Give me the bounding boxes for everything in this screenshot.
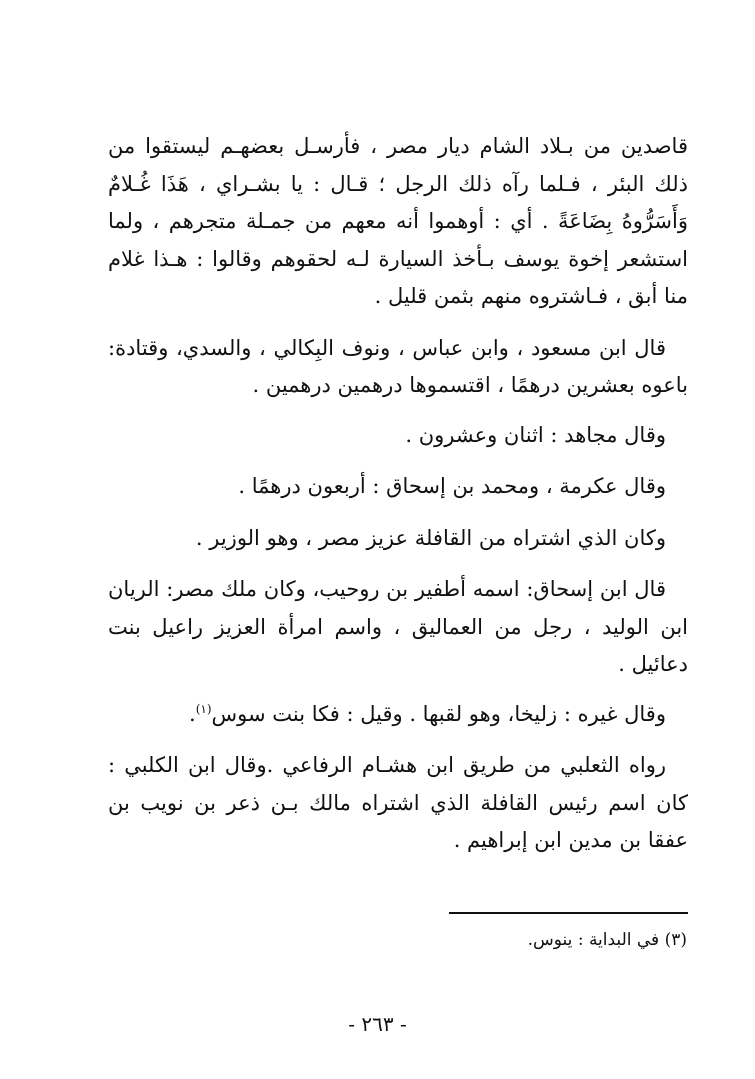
paragraph-5: وكان الذي اشتراه من القافلة عزيز مصر ، وهو الوزير . [195,525,666,550]
paragraph-6: قال ابن إسحاق: اسمه أطفير بن روحيب، وكان ملك مصر: الريان ابن الوليد ، رجل من العماليق ، واسم امرأة العزيز راعيل بنت دعائيل . [108,577,688,676]
paragraph-4: وقال عكرمة ، ومحمد بن إسحاق : أربعون درهمًا . [238,474,666,498]
paragraph-7-end: . [189,701,196,726]
paragraph-3: وقال مجاهد : اثنان وعشرون . [405,422,666,447]
paragraph-1: قاصدين من بـلاد الشام ديار مصر ، فأرسـل بعضهـم ليستقوا من ذلك البئر ، فـلما رآه ذلك الرجل ؛ قـال : يا بشـراي ، هَذَا غُـلامٌ وَأَسَرُّوهُ بِضَاعَةً . أي : أوهموا أنه معهم من جمـلة متجرهم ، ولما استشعر إخوة يوسف بـأخذ السيارة لـه لحقوهم وقالوا : هـذا غلام منا أبق ، فـاشتروه منهم بثمن قليل . [108,134,688,308]
paragraph-7-text: وقال غيره : زليخا، وهو لقبها . وقيل : فكا بنت سوس [211,701,666,726]
body-text [108,128,688,860]
footnote-divider [449,912,688,914]
paragraph-8: رواه الثعلبي من طريق ابن هشـام الرفاعي .وقال ابن الكلبي : كان اسم رئيس القافلة الذي اشتراه مالك بـن ذعر بن نويب بن عفقا بن مدين ابن إبراهيم . [108,753,688,852]
footnote-marker: (١) [195,701,212,716]
paragraph-2: قال ابن مسعود ، وابن عباس ، ونوف البِكالي ، والسدي، وقتادة: باعوه بعشرين درهمًا ، اقتسموها درهمين درهمين . [108,335,688,397]
page-number: - ٢٦٣ - [348,1012,407,1036]
footnote: (٣) في البداية : ينوس. [527,930,687,950]
paragraph-7 [108,696,688,734]
